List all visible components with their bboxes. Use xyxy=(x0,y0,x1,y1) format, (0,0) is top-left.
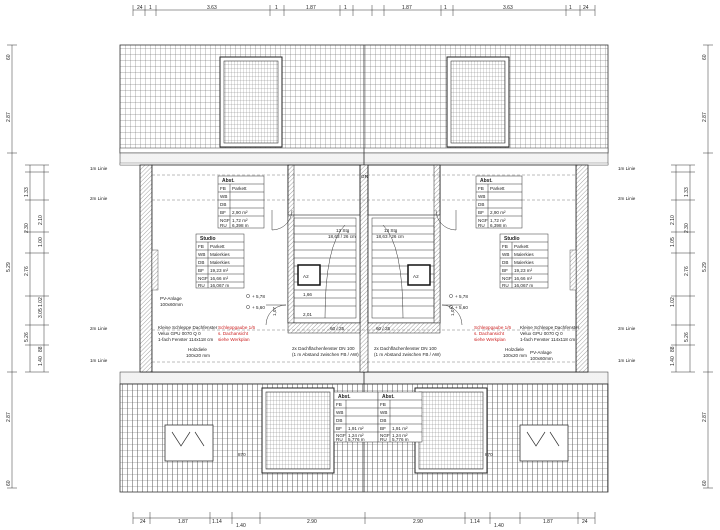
roof-top xyxy=(120,45,608,165)
stair-right-label: 13 Stg xyxy=(384,228,398,233)
abst-1-r0-k: FB xyxy=(220,186,226,191)
level-label-right-4: 1m Linie xyxy=(618,358,636,363)
abst-2-r0-k: FB xyxy=(478,186,484,191)
bottom-dim-9: 1.87 xyxy=(543,519,553,525)
left-dim-8: 1.02 xyxy=(38,297,44,307)
schacht-left: 60 / 25 xyxy=(330,326,345,331)
abst-1-r0-v: Parkett xyxy=(232,186,247,191)
bottom-dim-3: 1.14 xyxy=(212,519,222,525)
bottom-dim-4: 1.40 xyxy=(236,523,246,529)
bottom-window-width-right: 870 xyxy=(485,452,493,457)
red-note-right-2: s. Dachansicht xyxy=(474,331,505,336)
abst-3-r4-k: NGF xyxy=(336,433,346,438)
bottom-dim-5: 2.90 xyxy=(307,519,317,525)
abst-4-r5-k: RU xyxy=(380,437,387,442)
top-dim-11: 24 xyxy=(583,5,589,11)
window-note-left-1: Kleine Schleppe Dachfenster xyxy=(158,325,218,330)
level-label-right-2: 2m Linie xyxy=(618,196,636,201)
abst-2-r4-k: NGF xyxy=(478,218,488,223)
left-dim-5: 1.00 xyxy=(38,237,44,247)
right-dimension-labels xyxy=(670,54,708,486)
dach-note-right-2: (1 m Abstand zwischen FB / AW) xyxy=(374,352,441,357)
abst-4-title: Abst. xyxy=(382,394,395,400)
wall-dim-2: 1,07 xyxy=(450,307,455,316)
studio-2-r0-v: Parkett xyxy=(514,244,529,249)
abst-2-r2-k: DB xyxy=(478,202,485,207)
dach-note-left-1: 2x Dachflächenfenster DN 100 xyxy=(292,346,355,351)
studio-2-r2-v: Malerkies xyxy=(514,260,534,265)
abst-3-r5-k: RU xyxy=(336,437,343,442)
bottom-dimension-labels xyxy=(140,519,588,529)
abst-3-r3-k: BF xyxy=(336,426,342,431)
left-dim-11: 2.87 xyxy=(6,412,12,422)
abst-1-r1-k: WB xyxy=(220,194,228,199)
height-3: + 5,78 xyxy=(455,294,468,299)
red-note-right-3: siehe Werkplan xyxy=(474,337,506,342)
level-label-right-1: 1m Linie xyxy=(618,166,636,171)
pv-right-title: PV-Anlage xyxy=(530,350,552,355)
abst-1-r4-v: 1,72 m² xyxy=(232,218,248,223)
right-dim-12: 60 xyxy=(702,480,708,486)
holz-left-1: Holzdiele xyxy=(188,347,207,352)
studio-2-title: Studio xyxy=(504,236,520,242)
red-note-left-3: siehe Werkplan xyxy=(218,337,250,342)
right-dim-5: 1.05 xyxy=(670,237,676,247)
dach-note-right-1: 2x Dachflächenfenster DN 100 xyxy=(374,346,437,351)
studio-2-r4-v: 16,66 m² xyxy=(514,276,533,281)
left-dim-10: 1.40 xyxy=(38,356,44,366)
abst-2-r4-v: 1,72 m² xyxy=(490,218,506,223)
pv-right-size: 100x60mm xyxy=(530,356,553,361)
schacht-right: 60 / 25 xyxy=(376,326,391,331)
right-dim-10: 1.40 xyxy=(670,356,676,366)
abst-4-r1-k: WB xyxy=(380,410,388,415)
left-height-2: 2.30 xyxy=(24,223,30,233)
height-2: + 5,60 xyxy=(252,305,265,310)
abst-3-title: Abst. xyxy=(338,394,351,400)
studio-2-r2-k: DB xyxy=(502,260,509,265)
abst-1-title: Abst. xyxy=(222,178,235,184)
bottom-dim-6: 2.90 xyxy=(413,519,423,525)
abst-1-r3-k: BF xyxy=(220,210,226,215)
stair-right-dims: 18,63 / 26 cm xyxy=(376,234,404,239)
abst-3-r4-v: 1,24 m² xyxy=(348,433,364,438)
left-dim-7: 3.05 xyxy=(38,308,44,318)
left-dim-3: 1.33 xyxy=(24,187,30,197)
studio-2-r1-v: Malerkies xyxy=(514,252,534,257)
height-4: + 5,60 xyxy=(455,305,468,310)
top-dimension-chain xyxy=(133,5,595,16)
red-note-left-2: s. Dachansicht xyxy=(218,331,249,336)
studio-1-r4-v: 16,66 m² xyxy=(210,276,229,281)
level-label-left-2: 2m Linie xyxy=(90,196,108,201)
top-dim-4: 1 xyxy=(275,5,278,11)
right-dim-8: 5.26 xyxy=(684,332,690,342)
left-height-3: 5.26 xyxy=(24,332,30,342)
pv-left-title: PV-Anlage xyxy=(160,296,182,301)
abst-4-r3-k: BF xyxy=(380,426,386,431)
abst-2-r1-k: WB xyxy=(478,194,486,199)
studio-1-r2-k: DB xyxy=(198,260,205,265)
bottom-dimension-chain xyxy=(133,512,595,524)
abst-4-r5-v: 5,776 m xyxy=(392,437,409,442)
abst-4-r0-k: FB xyxy=(380,402,386,407)
top-dim-9: 3.63 xyxy=(503,5,513,11)
top-dim-5: 1.87 xyxy=(306,5,316,11)
left-dim-6: 2.76 xyxy=(24,266,30,276)
studio-1-r0-v: Parkett xyxy=(210,244,225,249)
abst-2-r3-v: 2,90 m² xyxy=(490,210,506,215)
studio-1-r2-v: Malerkies xyxy=(210,260,230,265)
left-dimension-labels xyxy=(6,54,44,486)
top-dim-6: 1 xyxy=(344,5,347,11)
ridge-label: GR xyxy=(361,174,368,179)
level-label-right-3: 2m Linie xyxy=(618,326,636,331)
left-dim-1: 60 xyxy=(6,54,12,60)
abst-2-r0-v: Parkett xyxy=(490,186,505,191)
studio-2-r5-v: 16,067 m xyxy=(514,283,534,288)
abst-4-r2-k: DB xyxy=(380,418,387,423)
studio-1-r1-k: WB xyxy=(198,252,206,257)
top-dim-7: 1.87 xyxy=(402,5,412,11)
window-note-left-2: Velux GPU 0070 Q 0 xyxy=(158,331,201,336)
holz-left-2: 100x20 mm xyxy=(186,353,211,358)
top-dim-10: 1 xyxy=(569,5,572,11)
abst-3-r0-k: FB xyxy=(336,402,342,407)
holz-right-2: 100x20 mm xyxy=(503,353,528,358)
stair-left-dims: 18,63 / 26 cm xyxy=(328,234,356,239)
studio-2-r4-k: NGF xyxy=(502,276,512,281)
right-height-2: 2.30 xyxy=(684,223,690,233)
right-dim-9: 88 xyxy=(670,346,676,352)
abst-3-r3-v: 1,91 m² xyxy=(348,426,364,431)
top-dim-1: 24 xyxy=(137,5,143,11)
right-dim-1: 60 xyxy=(702,54,708,60)
studio-1-title: Studio xyxy=(200,236,216,242)
small-dim-1: 2,01 xyxy=(303,312,312,317)
dach-note-left-2: (1 m Abstand zwischen FB / AW) xyxy=(292,352,359,357)
abst-1-r3-v: 2,90 m² xyxy=(232,210,248,215)
studio-1-r3-k: BF xyxy=(198,268,204,273)
studio-1-r0-k: FB xyxy=(198,244,204,249)
bottom-window-width-left: 870 xyxy=(238,452,246,457)
abst-3-r2-k: DB xyxy=(336,418,343,423)
right-dim-4: 2.10 xyxy=(670,215,676,225)
abst-4-r4-v: 1,24 m² xyxy=(392,433,408,438)
wall-dim-1: 1,07 xyxy=(272,307,277,316)
bottom-dim-7: 1.14 xyxy=(470,519,480,525)
window-note-right-2: Velux GPU 0070 Q 0 xyxy=(520,331,563,336)
left-dim-4: 2.10 xyxy=(38,215,44,225)
abst-2-r3-k: BF xyxy=(478,210,484,215)
right-height-1: 5.29 xyxy=(702,262,708,272)
right-dim-6: 1.02 xyxy=(670,297,676,307)
bottom-dim-8: 1.40 xyxy=(494,523,504,529)
abst-1-r2-k: DB xyxy=(220,202,227,207)
left-dim-2: 2.87 xyxy=(6,112,12,122)
studio-2-r3-k: BF xyxy=(502,268,508,273)
small-dim-2: 1,66 xyxy=(303,292,312,297)
studio-2-r1-k: WB xyxy=(502,252,510,257)
studio-1-r5-k: RU xyxy=(198,283,205,288)
abst-1-r4-k: NGF xyxy=(220,218,230,223)
top-dim-8: 1 xyxy=(444,5,447,11)
red-note-left-1: Schleppgaube 1/6 xyxy=(218,325,256,330)
holz-right-1: Holzdiele xyxy=(505,347,524,352)
kamin-right-label: A2 xyxy=(413,274,419,279)
abst-3-r5-v: 5,776 m xyxy=(348,437,365,442)
bottom-dim-1: 24 xyxy=(140,519,146,525)
height-1: + 5,78 xyxy=(252,294,265,299)
abst-4-r4-k: NGF xyxy=(380,433,390,438)
kamin-left-label: A2 xyxy=(303,274,309,279)
left-dim-12: 60 xyxy=(6,480,12,486)
stair-left-label: 13 Stg xyxy=(336,228,350,233)
studio-1-r1-v: Malerkies xyxy=(210,252,230,257)
right-dim-7: 2.76 xyxy=(684,266,690,276)
studio-2-r0-k: FB xyxy=(502,244,508,249)
studio-1-r4-k: NGF xyxy=(198,276,208,281)
bottom-dim-2: 1.87 xyxy=(178,519,188,525)
right-dim-2: 2.87 xyxy=(702,112,708,122)
studio-2-r3-v: 19,23 m² xyxy=(514,268,533,273)
studio-1-r5-v: 16,067 m xyxy=(210,283,230,288)
right-dim-3: 1.33 xyxy=(684,187,690,197)
level-label-left-1: 1m Linie xyxy=(90,166,108,171)
left-dim-9: 88 xyxy=(38,346,44,352)
level-label-left-4: 1m Linie xyxy=(90,358,108,363)
abst-4-r3-v: 1,91 m² xyxy=(392,426,408,431)
level-label-left-3: 2m Linie xyxy=(90,326,108,331)
abst-2-title: Abst. xyxy=(480,178,493,184)
abst-1-r5-v: 6,398 m xyxy=(232,223,249,228)
pv-left-size: 100x60mm xyxy=(160,302,183,307)
studio-2-r5-k: RU xyxy=(502,283,509,288)
bottom-dim-10: 24 xyxy=(582,519,588,525)
top-dim-3: 3.63 xyxy=(207,5,217,11)
red-note-right-1: Schleppgaube 1/6 xyxy=(474,325,512,330)
abst-1-r5-k: RU xyxy=(220,223,227,228)
abst-2-r5-v: 6,398 m xyxy=(490,223,507,228)
right-dim-11: 2.87 xyxy=(702,412,708,422)
abst-3-r1-k: WB xyxy=(336,410,344,415)
window-note-right-3: 1-fach Fenster 114x118 cm xyxy=(520,337,576,342)
top-dim-2: 1 xyxy=(149,5,152,11)
window-note-left-3: 1-fach Fenster 114x118 cm xyxy=(158,337,214,342)
left-height-1: 5.29 xyxy=(6,262,12,272)
studio-1-r3-v: 19,23 m² xyxy=(210,268,229,273)
abst-2-r5-k: RU xyxy=(478,223,485,228)
window-note-right-1: Kleine Schleppe Dachfenster xyxy=(520,325,580,330)
